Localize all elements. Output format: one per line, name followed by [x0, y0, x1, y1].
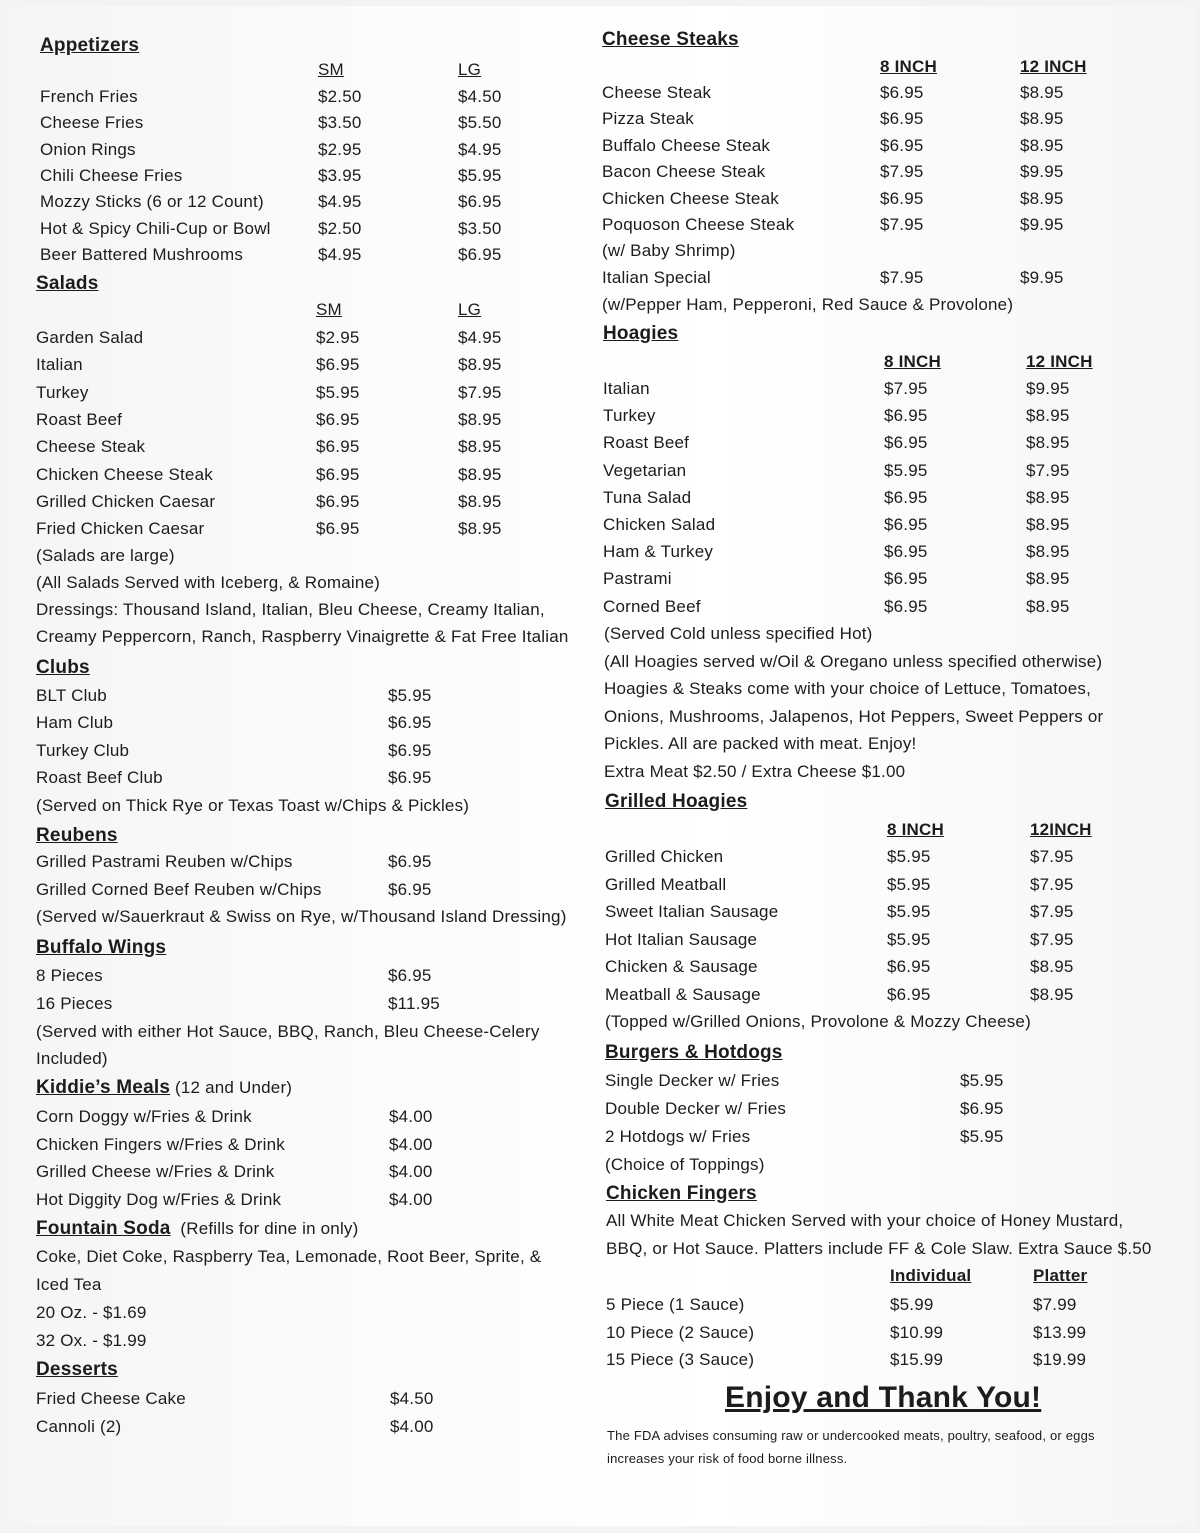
grilled-hoagie-item-price-a: $5.95 — [887, 902, 931, 921]
appetizers-heading: Appetizers — [40, 35, 140, 56]
kiddie-item-name: Hot Diggity Dog w/Fries & Drink — [36, 1189, 282, 1209]
grilled-hoagies-12-header: 12INCH — [1030, 820, 1092, 839]
cheese-steak-item-name: (w/ Baby Shrimp) — [602, 241, 736, 261]
kiddie-heading-line — [36, 1078, 292, 1098]
reuben-item-price-price: $6.95 — [388, 880, 432, 899]
cheese-steak-item-price-b: $8.95 — [1020, 188, 1064, 208]
salad-item-name: Roast Beef — [36, 409, 123, 429]
salad-item-price-sm: $6.95 — [316, 491, 360, 511]
salad-item-price-lg: $8.95 — [458, 491, 502, 511]
appetizer-item-name: French Fries — [40, 87, 138, 106]
chicken-fingers-item-price-b: $7.99 — [1033, 1295, 1077, 1314]
dessert-item-name: Fried Cheese Cake — [36, 1389, 186, 1408]
salads-sm-header: SM — [316, 300, 342, 319]
wings-item-name: 8 Pieces — [36, 966, 103, 985]
cheese-steak-item-price-a: $7.95 — [880, 215, 924, 234]
salad-item-price-sm: $2.95 — [316, 328, 360, 347]
hoagie-item-price-b: $8.95 — [1026, 487, 1070, 507]
kiddie-item-name: Corn Doggy w/Fries & Drink — [36, 1107, 252, 1126]
appetizer-item-price-sm: $4.95 — [318, 244, 362, 264]
chicken-fingers-individual-header: Individual — [890, 1266, 972, 1285]
hoagie-item-price-b: $8.95 — [1026, 542, 1070, 562]
grilled-hoagie-item-price-b: $8.95 — [1030, 984, 1074, 1004]
soda-line: 32 Ox. - $1.99 — [36, 1331, 147, 1350]
salad-item-price-lg: $8.95 — [458, 355, 502, 375]
salads-note-line: Creamy Peppercorn, Ranch, Raspberry Vinaigrette & Fat Free Italian — [36, 627, 569, 646]
salad-item-price-sm: $6.95 — [316, 519, 360, 539]
salad-item-price-lg: $4.95 — [458, 328, 502, 347]
soda-heading-line — [36, 1219, 359, 1239]
chicken-fingers-item-price-a: $15.99 — [890, 1350, 944, 1369]
cheese-steak-item-price-a: $7.95 — [880, 162, 924, 182]
salads-lg-header: LG — [458, 300, 482, 319]
salad-item-price-sm: $6.95 — [316, 355, 360, 375]
club-item-name: Ham Club — [36, 713, 114, 733]
hoagie-item-price-a: $6.95 — [884, 542, 928, 562]
cheese-steak-item-price-b: $9.95 — [1020, 267, 1064, 287]
grilled-hoagie-item-price-a: $5.95 — [887, 929, 931, 949]
dessert-item-name: Cannoli (2) — [36, 1417, 122, 1436]
hoagie-item-name: Pastrami — [603, 569, 672, 589]
kiddie-item-price-price: $4.00 — [389, 1162, 433, 1181]
chicken-fingers-platter-header: Platter — [1033, 1266, 1088, 1285]
fda-notice-line-2: increases your risk of food borne illness. — [607, 1451, 848, 1466]
hoagie-item-price-b: $8.95 — [1026, 596, 1070, 616]
hoagie-item-price-a: $6.95 — [884, 433, 928, 453]
salad-item-price-lg: $8.95 — [458, 409, 502, 429]
club-item-price-price: $6.95 — [388, 713, 432, 733]
cheese-steak-item-name: Chicken Cheese Steak — [602, 188, 779, 208]
cheese-steak-item-name: Pizza Steak — [602, 109, 694, 129]
hoagie-item-price-a: $6.95 — [884, 596, 928, 616]
kiddie-item-name: Grilled Cheese w/Fries & Drink — [36, 1162, 275, 1181]
salad-item-name: Turkey — [36, 382, 89, 402]
grilled-hoagie-item-price-b: $8.95 — [1030, 957, 1074, 976]
hoagie-item-price-a: $6.95 — [884, 406, 928, 426]
cheese-steak-item-name: Buffalo Cheese Steak — [602, 135, 771, 155]
appetizer-item-price-sm: $2.50 — [318, 87, 362, 106]
grilled-hoagie-item-name: Hot Italian Sausage — [605, 929, 758, 949]
grilled-hoagie-item-price-b: $7.95 — [1030, 929, 1074, 949]
kiddie-heading: Kiddie’s Meals — [36, 1077, 171, 1098]
club-item-name: Turkey Club — [36, 740, 130, 760]
hoagie-item-price-a: $6.95 — [884, 487, 928, 507]
chicken-fingers-item-price-a: $10.99 — [890, 1322, 944, 1342]
chicken-fingers-item-name: 5 Piece (1 Sauce) — [606, 1295, 745, 1314]
appetizer-item-price-sm: $4.95 — [318, 192, 362, 212]
hoagies-12-header: 12 INCH — [1026, 352, 1093, 371]
cheese-steak-item-name: Poquoson Cheese Steak — [602, 215, 795, 234]
chicken-fingers-item-price-a: $5.99 — [890, 1295, 934, 1314]
hoagie-item-name: Italian — [603, 379, 650, 398]
hoagie-item-price-b: $8.95 — [1026, 569, 1070, 589]
cheese-steak-item-price-b: $8.95 — [1020, 109, 1064, 129]
chicken-fingers-desc-2: BBQ, or Hot Sauce. Platters include FF & Cole Slaw. Extra Sauce $.50 — [606, 1239, 1152, 1258]
clubs-note: (Served on Thick Rye or Texas Toast w/Chips & Pickles) — [36, 796, 470, 815]
cheese-steak-item-price-a: $6.95 — [880, 135, 924, 155]
salad-item-name: Garden Salad — [36, 328, 144, 347]
hoagie-item-price-b: $7.95 — [1026, 460, 1070, 480]
salad-item-name: Italian — [36, 355, 83, 375]
cheese-steak-item-price-b: $8.95 — [1020, 135, 1064, 155]
salad-item-price-sm: $6.95 — [316, 409, 360, 429]
hoagie-item-name: Chicken Salad — [603, 515, 716, 534]
hoagies-note-line: Hoagies & Steaks come with your choice of Lettuce, Tomatoes, — [604, 679, 1091, 698]
hoagie-item-price-b: $8.95 — [1026, 433, 1070, 453]
grilled-hoagie-item-name: Meatball & Sausage — [605, 984, 761, 1004]
salad-item-name: Grilled Chicken Caesar — [36, 491, 216, 511]
kiddie-item-price-price: $4.00 — [389, 1189, 433, 1209]
grilled-hoagies-heading: Grilled Hoagies — [605, 791, 748, 812]
grilled-hoagie-item-name: Chicken & Sausage — [605, 957, 758, 976]
cheese-steak-item-price-a: $6.95 — [880, 109, 924, 129]
appetizer-item-price-lg: $5.50 — [458, 113, 502, 133]
cheese-steaks-8-header: 8 INCH — [880, 57, 937, 76]
reuben-item-name: Grilled Pastrami Reuben w/Chips — [36, 852, 293, 871]
wings-heading: Buffalo Wings — [36, 937, 167, 958]
club-item-price-price: $6.95 — [388, 740, 432, 760]
salad-item-price-sm: $5.95 — [316, 382, 360, 402]
appetizer-item-name: Onion Rings — [40, 139, 136, 159]
appetizer-item-price-lg: $6.95 — [458, 244, 502, 264]
reubens-note: (Served w/Sauerkraut & Swiss on Rye, w/Thousand Island Dressing) — [36, 907, 567, 926]
salad-item-price-lg: $7.95 — [458, 382, 502, 402]
wings-item-name: 16 Pieces — [36, 994, 113, 1013]
cheese-steak-item-price-a: $6.95 — [880, 188, 924, 208]
desserts-heading: Desserts — [36, 1359, 118, 1380]
appetizer-item-price-lg: $6.95 — [458, 192, 502, 212]
burger-item-name: 2 Hotdogs w/ Fries — [605, 1127, 751, 1146]
burger-item-price-price: $6.95 — [960, 1099, 1004, 1118]
salad-item-price-lg: $8.95 — [458, 519, 502, 539]
reubens-heading: Reubens — [36, 825, 118, 846]
hoagie-item-price-b: $8.95 — [1026, 515, 1070, 534]
salads-note-line: (Salads are large) — [36, 546, 175, 565]
appetizer-item-price-lg: $5.95 — [458, 165, 502, 185]
cheese-steak-item-price-a: $7.95 — [880, 267, 924, 287]
grilled-hoagie-item-price-b: $7.95 — [1030, 874, 1074, 894]
burgers-note: (Choice of Toppings) — [605, 1155, 765, 1174]
clubs-heading: Clubs — [36, 657, 90, 678]
soda-line: Coke, Diet Coke, Raspberry Tea, Lemonade, Root Beer, Sprite, & — [36, 1247, 542, 1266]
cheese-steak-item-price-a: $6.95 — [880, 83, 924, 102]
grilled-hoagie-item-name: Sweet Italian Sausage — [605, 902, 779, 921]
grilled-hoagie-item-price-b: $7.95 — [1030, 847, 1074, 866]
club-item-price-price: $6.95 — [388, 767, 432, 787]
wings-item-price-price: $11.95 — [388, 994, 440, 1013]
reuben-item-price-price: $6.95 — [388, 852, 432, 871]
grilled-hoagie-item-price-a: $6.95 — [887, 984, 931, 1004]
kiddie-item-name: Chicken Fingers w/Fries & Drink — [36, 1134, 285, 1154]
fda-notice-line-1: The FDA advises consuming raw or undercooked meats, poultry, seafood, or eggs — [607, 1428, 1095, 1443]
appetizer-item-price-lg: $4.95 — [458, 139, 502, 159]
hoagie-item-price-b: $8.95 — [1026, 406, 1070, 426]
soda-subtitle: (Refills for dine in only) — [170, 1219, 359, 1238]
salad-item-name: Chicken Cheese Steak — [36, 464, 213, 484]
hoagie-item-price-b: $9.95 — [1026, 379, 1070, 398]
cheese-steaks-12-header: 12 INCH — [1020, 57, 1087, 76]
dessert-item-price-price: $4.00 — [390, 1417, 434, 1436]
grilled-hoagie-item-price-a: $5.95 — [887, 847, 931, 866]
grilled-hoagie-item-name: Grilled Meatball — [605, 874, 727, 894]
salad-item-price-sm: $6.95 — [316, 437, 360, 457]
grilled-hoagie-item-price-a: $6.95 — [887, 957, 931, 976]
hoagies-note-line: (Served Cold unless specified Hot) — [604, 624, 873, 643]
hoagie-item-price-a: $7.95 — [884, 379, 928, 398]
kiddie-item-price-price: $4.00 — [389, 1134, 433, 1154]
chicken-fingers-item-name: 10 Piece (2 Sauce) — [606, 1322, 755, 1342]
burger-item-name: Single Decker w/ Fries — [605, 1071, 780, 1090]
salads-heading: Salads — [36, 273, 99, 294]
club-item-name: BLT Club — [36, 686, 107, 705]
soda-heading: Fountain Soda — [36, 1218, 171, 1239]
chicken-fingers-desc-1: All White Meat Chicken Served with your choice of Honey Mustard, — [606, 1211, 1124, 1230]
chicken-fingers-item-name: 15 Piece (3 Sauce) — [606, 1350, 755, 1369]
chicken-fingers-item-price-b: $19.99 — [1033, 1350, 1087, 1369]
chicken-fingers-item-price-b: $13.99 — [1033, 1322, 1087, 1342]
burgers-heading: Burgers & Hotdogs — [605, 1042, 783, 1063]
thank-you-banner: Enjoy and Thank You! — [725, 1381, 1042, 1414]
grilled-hoagies-8-header: 8 INCH — [887, 820, 944, 839]
salads-note-line: Dressings: Thousand Island, Italian, Bleu Cheese, Creamy Italian, — [36, 600, 545, 619]
cheese-steak-item-price-b: $9.95 — [1020, 215, 1064, 234]
cheese-steaks-heading: Cheese Steaks — [602, 29, 739, 50]
dessert-item-price-price: $4.50 — [390, 1389, 434, 1408]
appetizers-lg-header: LG — [458, 60, 482, 79]
appetizer-item-price-lg: $3.50 — [458, 218, 502, 238]
hoagies-note-line: Extra Meat $2.50 / Extra Cheese $1.00 — [604, 761, 906, 781]
wings-note-line: Included) — [36, 1049, 108, 1068]
appetizer-item-name: Beer Battered Mushrooms — [40, 244, 244, 264]
salad-item-price-lg: $8.95 — [458, 437, 502, 457]
appetizer-item-name: Hot & Spicy Chili-Cup or Bowl — [40, 218, 271, 238]
appetizer-item-price-lg: $4.50 — [458, 87, 502, 106]
hoagie-item-name: Roast Beef — [603, 433, 690, 453]
appetizer-item-price-sm: $3.50 — [318, 113, 362, 133]
kiddie-subtitle: (12 and Under) — [170, 1078, 293, 1097]
salad-item-price-lg: $8.95 — [458, 464, 502, 484]
hoagie-item-name: Vegetarian — [603, 460, 687, 480]
hoagies-note-line: Onions, Mushrooms, Jalapenos, Hot Peppers, Sweet Peppers or — [604, 706, 1104, 726]
hoagie-item-price-a: $5.95 — [884, 460, 928, 480]
appetizer-item-price-sm: $2.95 — [318, 139, 362, 159]
hoagie-item-price-a: $6.95 — [884, 515, 928, 534]
hoagie-item-name: Corned Beef — [603, 596, 701, 616]
appetizer-item-name: Chili Cheese Fries — [40, 165, 183, 185]
appetizer-item-name: Cheese Fries — [40, 113, 144, 133]
salad-item-name: Cheese Steak — [36, 437, 146, 457]
grilled-hoagie-item-price-b: $7.95 — [1030, 902, 1074, 921]
hoagies-8-header: 8 INCH — [884, 352, 941, 371]
wings-note-line: (Served with either Hot Sauce, BBQ, Ranch, Bleu Cheese-Celery — [36, 1022, 540, 1041]
soda-line: Iced Tea — [36, 1275, 102, 1294]
grilled-hoagie-item-price-a: $5.95 — [887, 874, 931, 894]
club-item-name: Roast Beef Club — [36, 767, 163, 787]
hoagie-item-name: Tuna Salad — [603, 487, 692, 507]
burger-item-price-price: $5.95 — [960, 1071, 1004, 1090]
grilled-hoagie-item-name: Grilled Chicken — [605, 847, 724, 866]
grilled-hoagies-note: (Topped w/Grilled Onions, Provolone & Mozzy Cheese) — [605, 1012, 1031, 1031]
cheese-steaks-note: (w/Pepper Ham, Pepperoni, Red Sauce & Provolone) — [602, 295, 1014, 314]
reuben-item-name: Grilled Corned Beef Reuben w/Chips — [36, 880, 322, 899]
hoagies-note-line: Pickles. All are packed with meat. Enjoy! — [604, 734, 917, 753]
burger-item-price-price: $5.95 — [960, 1127, 1004, 1146]
hoagie-item-price-a: $6.95 — [884, 569, 928, 589]
hoagie-item-name: Ham & Turkey — [603, 542, 714, 562]
hoagies-heading: Hoagies — [603, 323, 679, 344]
kiddie-item-price-price: $4.00 — [389, 1107, 433, 1126]
soda-line: 20 Oz. - $1.69 — [36, 1303, 147, 1322]
salad-item-name: Fried Chicken Caesar — [36, 519, 205, 539]
appetizer-item-name: Mozzy Sticks (6 or 12 Count) — [40, 192, 264, 212]
appetizers-sm-header: SM — [318, 60, 344, 79]
cheese-steak-item-name: Cheese Steak — [602, 83, 712, 102]
cheese-steak-item-price-b: $9.95 — [1020, 162, 1064, 182]
cheese-steak-item-price-b: $8.95 — [1020, 83, 1064, 102]
hoagies-note-line: (All Hoagies served w/Oil & Oregano unless specified otherwise) — [604, 651, 1103, 671]
club-item-price-price: $5.95 — [388, 686, 432, 705]
salads-note-line: (All Salads Served with Iceberg, & Romaine) — [36, 573, 381, 592]
appetizer-item-price-sm: $3.95 — [318, 165, 362, 185]
hoagie-item-name: Turkey — [603, 406, 656, 426]
salad-item-price-sm: $6.95 — [316, 464, 360, 484]
appetizer-item-price-sm: $2.50 — [318, 218, 362, 238]
cheese-steak-item-name: Italian Special — [602, 267, 711, 287]
wings-item-price-price: $6.95 — [388, 966, 432, 985]
chicken-fingers-heading: Chicken Fingers — [606, 1183, 757, 1204]
burger-item-name: Double Decker w/ Fries — [605, 1099, 787, 1118]
cheese-steak-item-name: Bacon Cheese Steak — [602, 162, 766, 182]
